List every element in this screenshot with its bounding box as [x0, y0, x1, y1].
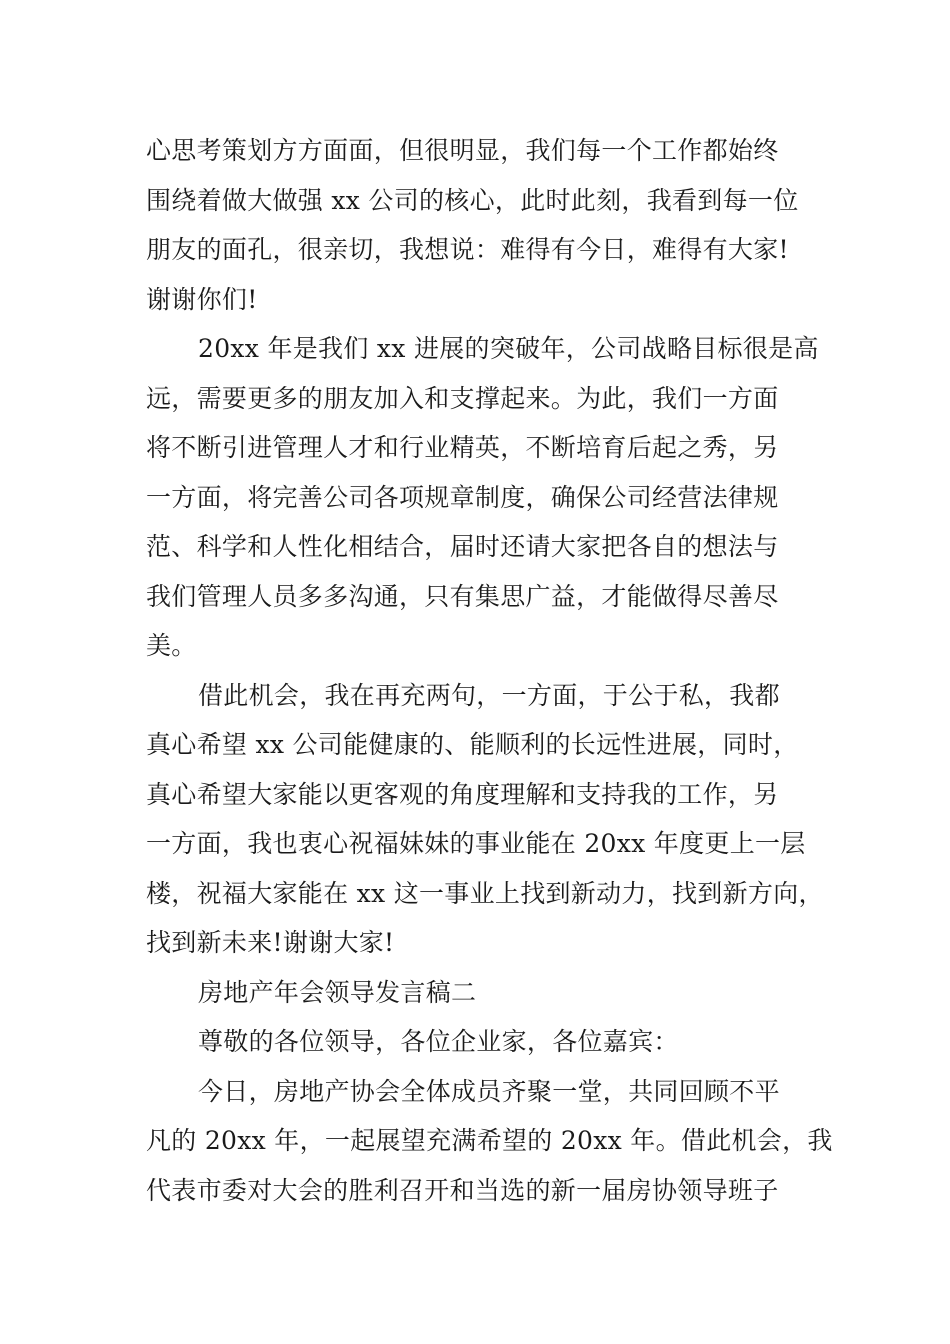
paragraph-first-line: 借此机会，我在再充两句，一方面，于公于私，我都	[198, 680, 780, 710]
text-line: 心思考策划方方面面，但很明显，我们每一个工作都始终	[146, 136, 779, 165]
text-line: 我们管理人员多多沟通，只有集思广益，才能做得尽善尽	[146, 581, 779, 611]
text-line: 围绕着做大做强 xx 公司的核心，此时此刻，我看到每一位	[146, 185, 799, 215]
text-line: 找到新未来!谢谢大家!	[146, 928, 395, 957]
document-body	[146, 126, 833, 1215]
text-line: 代表市委对大会的胜利召开和当选的新一届房协领导班子	[146, 1175, 779, 1205]
text-line: 美。	[146, 631, 197, 660]
text-line: 楼，祝福大家能在 xx 这一事业上找到新动力，找到新方向，	[146, 878, 824, 908]
paragraph-first-line: 20xx 年是我们 xx 进展的突破年，公司战略目标很是高	[198, 334, 819, 363]
text-line: 一方面，我也衷心祝福妹妹的事业能在 20xx 年度更上一层	[146, 829, 806, 858]
text-line: 远，需要更多的朋友加入和支撑起来。为此，我们一方面	[146, 383, 779, 413]
salutation: 尊敬的各位领导，各位企业家，各位嘉宾：	[198, 1027, 679, 1056]
text-line: 真心希望大家能以更客观的角度理解和支持我的工作，另	[146, 779, 779, 809]
text-line: 范、科学和人性化相结合，届时还请大家把各自的想法与	[146, 532, 779, 561]
text-line: 谢谢你们!	[146, 284, 258, 314]
text-line: 一方面，将完善公司各项规章制度，确保公司经营法律规	[146, 482, 779, 512]
paragraph-first-line: 今日，房地产协会全体成员齐聚一堂，共同回顾不平	[198, 1076, 780, 1106]
text-line: 凡的 20xx 年，一起展望充满希望的 20xx 年。借此机会，我	[146, 1126, 833, 1155]
section-heading: 房地产年会领导发言稿二	[198, 977, 477, 1007]
text-line: 真心希望 xx 公司能健康的、能顺利的长远性进展，同时，	[146, 730, 799, 759]
text-line: 将不断引进管理人才和行业精英，不断培育后起之秀，另	[146, 433, 779, 462]
text-line: 朋友的面孔，很亲切，我想说：难得有今日，难得有大家!	[146, 235, 789, 264]
